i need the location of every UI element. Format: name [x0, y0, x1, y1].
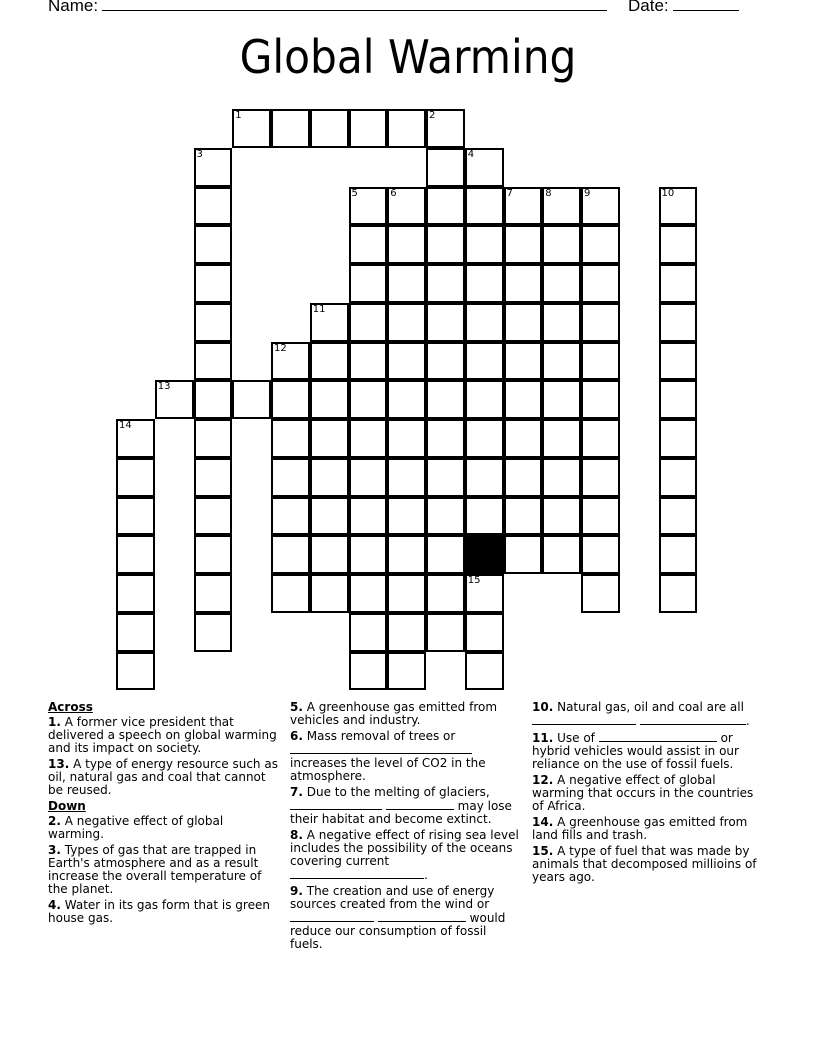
grid-cell[interactable] — [387, 652, 426, 691]
grid-cell[interactable] — [349, 535, 388, 574]
clue-number: 10. — [532, 700, 554, 714]
grid-cell[interactable] — [659, 380, 698, 419]
grid-cell[interactable] — [194, 380, 233, 419]
grid-cell[interactable] — [542, 535, 581, 574]
clue-number-label: 11 — [312, 303, 326, 315]
grid-cell[interactable] — [116, 458, 155, 497]
clue-down-14 — [532, 816, 764, 842]
grid-cell[interactable] — [504, 419, 543, 458]
clue-text: would reduce our consumption of fossil fuels. — [290, 911, 506, 951]
grid-cell[interactable] — [504, 225, 543, 264]
clue-number-label: 15 — [467, 575, 481, 586]
clue-number: 6. — [290, 729, 303, 743]
grid-cell[interactable] — [349, 264, 388, 303]
clue-across-13 — [48, 758, 280, 797]
grid-cell[interactable] — [426, 535, 465, 574]
grid-cell[interactable] — [387, 380, 426, 419]
grid-cell[interactable] — [581, 342, 620, 381]
clue-number: 1. — [48, 715, 61, 729]
grid-cell[interactable] — [465, 148, 504, 187]
grid-cell[interactable] — [387, 458, 426, 497]
grid-cell[interactable] — [542, 458, 581, 497]
clue-text: A greenhouse gas emitted from vehicles and industry. — [290, 700, 498, 727]
grid-cell[interactable] — [194, 264, 233, 303]
name-blank-line[interactable] — [102, 0, 607, 11]
grid-cell[interactable] — [271, 342, 310, 381]
grid-cell[interactable] — [465, 419, 504, 458]
clue-number-label: 6 — [390, 187, 397, 199]
grid-cell[interactable] — [349, 652, 388, 691]
clue-number: 4. — [48, 898, 61, 912]
clue-number: 12. — [532, 773, 554, 787]
grid-cell[interactable] — [349, 458, 388, 497]
grid-cell[interactable] — [310, 109, 349, 148]
grid-cell[interactable] — [194, 342, 233, 381]
answer-blank — [290, 911, 374, 922]
clue-across-1 — [48, 716, 280, 755]
clue-text: A former vice president that delivered a speech on global warming and its impact on society. — [48, 715, 277, 755]
grid-cell[interactable] — [271, 535, 310, 574]
black-cell — [465, 535, 504, 574]
grid-cell[interactable] — [581, 497, 620, 536]
grid-cell[interactable] — [426, 419, 465, 458]
grid-cell[interactable] — [426, 342, 465, 381]
grid-cell[interactable] — [581, 535, 620, 574]
grid-cell[interactable] — [310, 342, 349, 381]
grid-cell[interactable] — [426, 148, 465, 187]
grid-cell[interactable] — [310, 303, 349, 342]
clue-number-label: 8 — [545, 187, 552, 199]
clue-column-2 — [290, 701, 522, 954]
grid-cell[interactable] — [542, 380, 581, 419]
clue-number-label: 5 — [351, 187, 358, 199]
grid-cell[interactable] — [349, 419, 388, 458]
clue-number: 7. — [290, 785, 303, 799]
clue-text: Types of gas that are trapped in Earth's atmosphere and as a result increase the overall temperature of the planet. — [48, 843, 262, 896]
grid-cell[interactable] — [116, 535, 155, 574]
grid-cell[interactable] — [349, 109, 388, 148]
grid-cell[interactable] — [194, 574, 233, 613]
clue-down-5 — [290, 701, 522, 727]
answer-blank — [290, 743, 472, 754]
grid-cell[interactable] — [194, 419, 233, 458]
grid-cell[interactable] — [194, 187, 233, 226]
grid-cell[interactable] — [426, 187, 465, 226]
grid-cell[interactable] — [542, 303, 581, 342]
grid-cell[interactable] — [349, 613, 388, 652]
grid-cell[interactable] — [194, 148, 233, 187]
grid-cell[interactable] — [504, 264, 543, 303]
grid-cell[interactable] — [504, 303, 543, 342]
clue-number-label: 13 — [157, 381, 171, 393]
grid-cell[interactable] — [504, 458, 543, 497]
clue-text: A negative effect of rising sea level includes the possibility of the oceans covering current — [290, 828, 519, 868]
clue-number-label: 10 — [661, 187, 675, 199]
clue-text: A negative effect of global warming. — [48, 814, 224, 841]
clue-down-15 — [532, 845, 764, 884]
grid-cell[interactable] — [271, 574, 310, 613]
clue-text: Mass removal of trees or — [306, 729, 456, 743]
grid-cell[interactable] — [465, 380, 504, 419]
grid-cell[interactable] — [426, 497, 465, 536]
date-label: Date: — [628, 0, 669, 15]
grid-cell[interactable] — [387, 264, 426, 303]
grid-cell[interactable] — [426, 264, 465, 303]
grid-cell[interactable] — [232, 109, 271, 148]
grid-cell[interactable] — [232, 380, 271, 419]
grid-cell[interactable] — [659, 535, 698, 574]
clue-text: A greenhouse gas emitted from land fills and trash. — [532, 815, 748, 842]
grid-cell[interactable] — [426, 574, 465, 613]
date-blank-line[interactable] — [673, 0, 739, 11]
grid-cell[interactable] — [271, 419, 310, 458]
grid-cell[interactable] — [349, 303, 388, 342]
grid-cell[interactable] — [310, 458, 349, 497]
clue-number: 14. — [532, 815, 554, 829]
clue-number-label: 12 — [274, 342, 287, 354]
grid-cell[interactable] — [116, 652, 155, 691]
clue-down-11 — [532, 731, 764, 771]
grid-cell[interactable] — [349, 380, 388, 419]
clue-number-label: 7 — [506, 187, 513, 199]
grid-cell[interactable] — [659, 497, 698, 536]
answer-blank — [640, 714, 746, 725]
grid-cell[interactable] — [542, 187, 581, 226]
grid-cell[interactable] — [387, 303, 426, 342]
grid-cell[interactable] — [659, 187, 698, 226]
grid-cell[interactable] — [465, 264, 504, 303]
clue-down-2 — [48, 815, 280, 841]
grid-cell[interactable] — [387, 342, 426, 381]
clue-number: 5. — [290, 700, 303, 714]
grid-cell[interactable] — [310, 380, 349, 419]
grid-cell[interactable] — [542, 419, 581, 458]
grid-cell[interactable] — [116, 419, 155, 458]
grid-cell[interactable] — [504, 342, 543, 381]
clue-text: increases the level of CO2 in the atmosphere. — [290, 756, 486, 783]
grid-cell[interactable] — [659, 303, 698, 342]
crossword-grid — [117, 110, 737, 700]
grid-cell[interactable] — [387, 497, 426, 536]
clue-text: A type of fuel that was made by animals that decomposed millioins of years ago. — [532, 844, 757, 884]
grid-cell[interactable] — [310, 535, 349, 574]
grid-cell[interactable] — [659, 419, 698, 458]
grid-cell[interactable] — [465, 342, 504, 381]
grid-cell[interactable] — [542, 497, 581, 536]
grid-cell[interactable] — [465, 458, 504, 497]
grid-cell[interactable] — [542, 264, 581, 303]
clue-down-12 — [532, 774, 764, 813]
grid-cell[interactable] — [194, 535, 233, 574]
grid-cell[interactable] — [387, 613, 426, 652]
page-title: Global Warming — [239, 30, 577, 84]
grid-cell[interactable] — [194, 225, 233, 264]
grid-cell[interactable] — [387, 225, 426, 264]
clue-number: 15. — [532, 844, 554, 858]
grid-cell[interactable] — [426, 303, 465, 342]
grid-cell[interactable] — [465, 574, 504, 613]
grid-cell[interactable] — [426, 225, 465, 264]
grid-cell[interactable] — [194, 458, 233, 497]
grid-cell[interactable] — [542, 225, 581, 264]
grid-cell[interactable] — [504, 380, 543, 419]
answer-blank — [599, 731, 717, 742]
clue-text: Use of — [557, 731, 595, 745]
clue-text: Water in its gas form that is green house gas. — [48, 898, 270, 925]
grid-cell[interactable] — [504, 187, 543, 226]
across-heading: Across — [48, 700, 93, 714]
clue-number-label: 9 — [584, 187, 591, 199]
answer-blank — [290, 868, 424, 879]
clue-down-3 — [48, 844, 280, 896]
grid-cell[interactable] — [194, 303, 233, 342]
grid-cell[interactable] — [387, 109, 426, 148]
grid-cell[interactable] — [349, 497, 388, 536]
grid-cell[interactable] — [194, 497, 233, 536]
grid-cell[interactable] — [465, 225, 504, 264]
clue-number: 3. — [48, 843, 61, 857]
clue-text: . — [745, 714, 750, 728]
clue-number-label: 2 — [429, 110, 436, 121]
clue-number: 2. — [48, 814, 61, 828]
grid-cell[interactable] — [465, 187, 504, 226]
clue-down-9 — [290, 885, 522, 951]
clue-text: The creation and use of energy sources created from the wind or — [290, 884, 495, 911]
clue-number: 11. — [532, 731, 554, 745]
grid-cell[interactable] — [659, 225, 698, 264]
grid-cell[interactable] — [581, 458, 620, 497]
grid-cell[interactable] — [426, 109, 465, 148]
grid-cell[interactable] — [116, 574, 155, 613]
answer-blank — [532, 714, 636, 725]
grid-cell[interactable] — [310, 574, 349, 613]
grid-cell[interactable] — [155, 380, 194, 419]
grid-cell[interactable] — [465, 303, 504, 342]
grid-cell[interactable] — [504, 535, 543, 574]
grid-cell[interactable] — [504, 497, 543, 536]
grid-cell[interactable] — [271, 380, 310, 419]
grid-cell[interactable] — [581, 187, 620, 226]
grid-cell[interactable] — [310, 497, 349, 536]
grid-cell[interactable] — [581, 574, 620, 613]
grid-cell[interactable] — [426, 380, 465, 419]
down-heading: Down — [48, 799, 86, 813]
clue-column-1 — [48, 701, 280, 928]
grid-cell[interactable] — [387, 535, 426, 574]
grid-cell[interactable] — [465, 613, 504, 652]
grid-cell[interactable] — [194, 613, 233, 652]
clue-text: A negative effect of global warming that occurs in the countries of Africa. — [532, 773, 754, 813]
clue-text: Natural gas, oil and coal are all — [557, 700, 744, 714]
grid-cell[interactable] — [465, 497, 504, 536]
grid-cell[interactable] — [581, 380, 620, 419]
grid-cell[interactable] — [271, 497, 310, 536]
grid-cell[interactable] — [581, 264, 620, 303]
grid-cell[interactable] — [659, 342, 698, 381]
grid-cell[interactable] — [581, 303, 620, 342]
grid-cell[interactable] — [426, 613, 465, 652]
clue-number: 13. — [48, 757, 70, 771]
grid-cell[interactable] — [659, 458, 698, 497]
clue-number: 8. — [290, 828, 303, 842]
clue-down-6 — [290, 730, 522, 783]
clue-text: may lose their habitat and become extinct. — [290, 799, 512, 826]
grid-cell[interactable] — [349, 342, 388, 381]
clue-text: A type of energy resource such as oil, natural gas and coal that cannot be reused. — [48, 757, 278, 797]
clue-number: 9. — [290, 884, 303, 898]
date-field — [628, 0, 739, 16]
clue-text: . — [424, 868, 428, 882]
clue-number-label: 14 — [119, 420, 132, 431]
grid-cell[interactable] — [349, 574, 388, 613]
clue-number-label: 3 — [196, 148, 203, 160]
answer-blank — [386, 799, 454, 810]
name-label: Name: — [48, 0, 99, 15]
clue-number-label: 4 — [467, 148, 475, 160]
clue-down-10 — [532, 701, 764, 728]
clue-text: or hybrid vehicles would assist in our reliance on the use of fossil fuels. — [532, 731, 739, 771]
grid-cell[interactable] — [349, 187, 388, 226]
grid-cell[interactable] — [542, 342, 581, 381]
clue-column-3 — [532, 701, 764, 887]
grid-cell[interactable] — [349, 225, 388, 264]
grid-cell[interactable] — [659, 574, 698, 613]
clue-number-label: 1 — [235, 110, 242, 121]
grid-cell[interactable] — [116, 613, 155, 652]
grid-cell[interactable] — [426, 458, 465, 497]
grid-cell[interactable] — [116, 497, 155, 536]
answer-blank — [290, 799, 382, 810]
grid-cell[interactable] — [581, 419, 620, 458]
grid-cell[interactable] — [271, 458, 310, 497]
grid-cell[interactable] — [387, 574, 426, 613]
grid-cell[interactable] — [271, 109, 310, 148]
name-field — [48, 0, 607, 16]
grid-cell[interactable] — [581, 225, 620, 264]
clue-down-4 — [48, 899, 280, 925]
grid-cell[interactable] — [465, 652, 504, 691]
clue-text: Due to the melting of glaciers, — [306, 785, 490, 799]
grid-cell[interactable] — [310, 419, 349, 458]
grid-cell[interactable] — [387, 187, 426, 226]
grid-cell[interactable] — [659, 264, 698, 303]
clue-down-7 — [290, 786, 522, 826]
clue-down-8 — [290, 829, 522, 882]
answer-blank — [378, 911, 466, 922]
grid-cell[interactable] — [387, 419, 426, 458]
